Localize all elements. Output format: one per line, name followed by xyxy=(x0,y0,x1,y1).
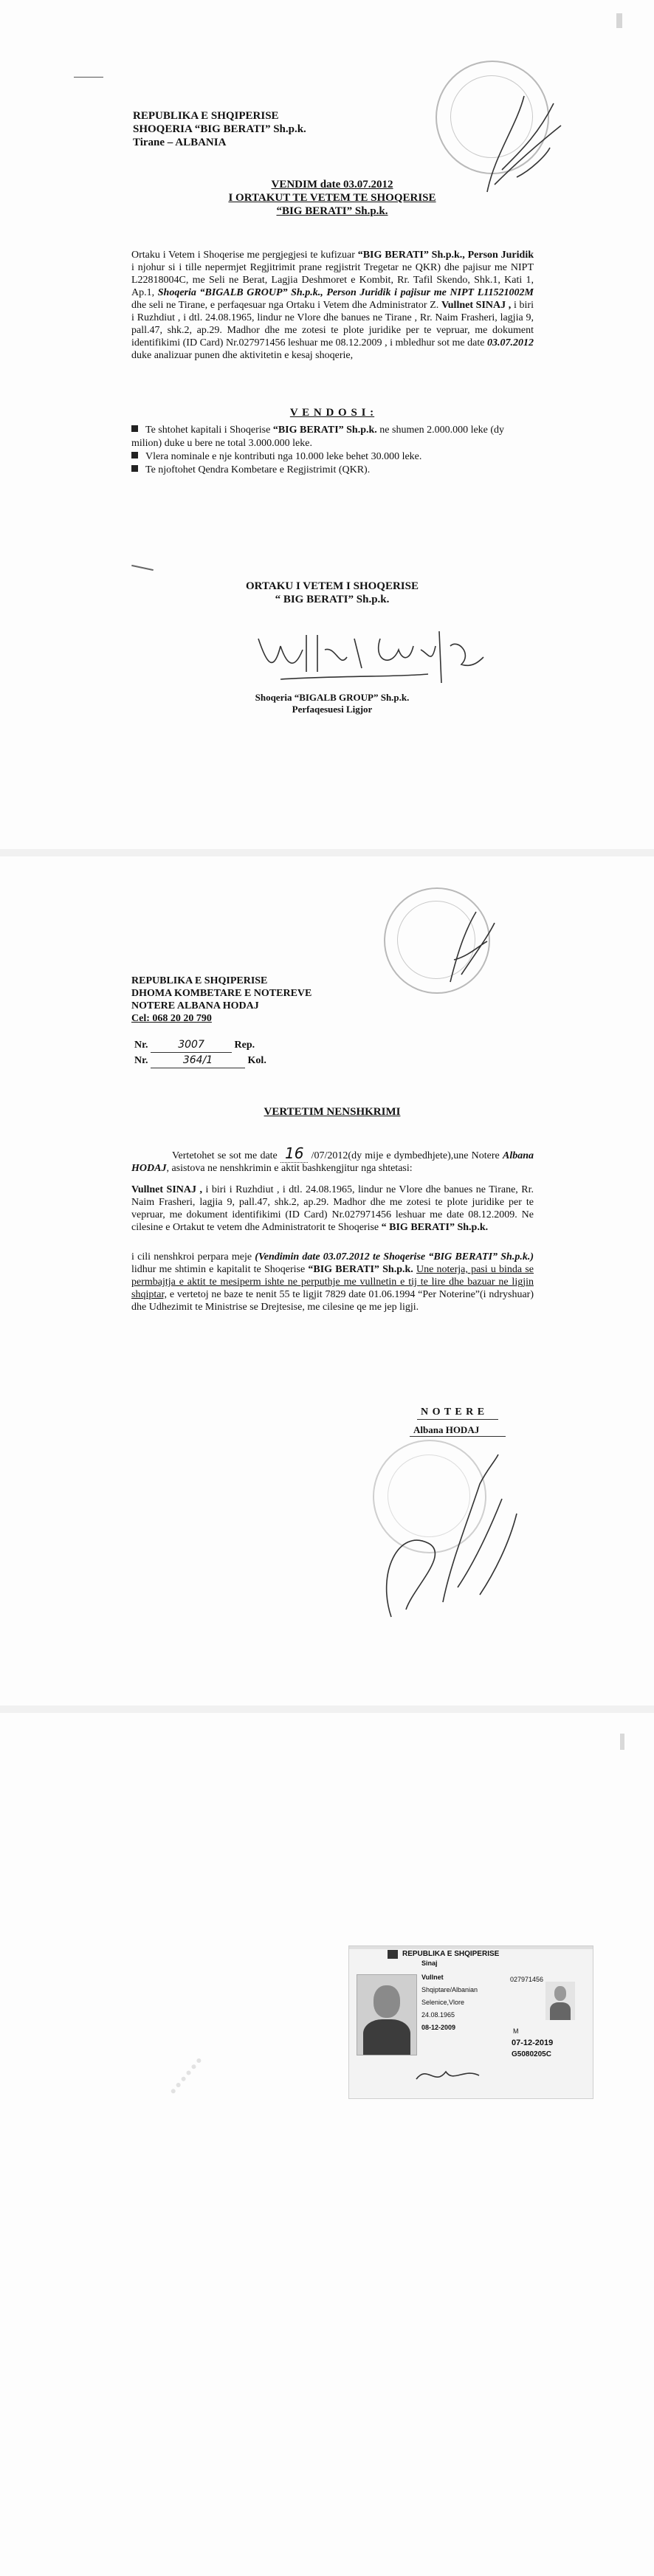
page-1 xyxy=(0,0,654,849)
letterhead-country: REPUBLIKA E SHQIPERISE xyxy=(133,110,279,122)
certification-body xyxy=(131,1251,534,1313)
bullet-icon xyxy=(131,465,138,472)
handwritten-signature xyxy=(436,901,502,997)
page-2 xyxy=(0,856,654,1706)
text-run: /07/2012(dy mije e dymbedhjete),une Notere xyxy=(308,1150,503,1161)
rep-value: 3007 xyxy=(151,1037,232,1053)
page-3 xyxy=(0,1713,654,2576)
kol-number: Nr. 364/1 Kol. xyxy=(134,1053,266,1068)
id-birthplace: Selenice,Vlore xyxy=(421,1999,465,2006)
text-run: Albana HODAJ xyxy=(131,1150,534,1174)
text-run: i njohur si i tille nepermjet Regjitrimit prane regjistrit Tregetar ne QKR) dhe pajisur me NIPT L22818004C, me Seli ne Berat, Lagjia Deshmoret e Kombit, Rr. Tafil Skendo, Shk.1, Kati 1, Ap.1, xyxy=(131,262,534,298)
letterhead-country: REPUBLIKA E SHQIPERISE xyxy=(131,975,268,986)
scan-mark xyxy=(131,565,154,571)
id-ghost-photo xyxy=(545,1982,575,2020)
notary-letterhead xyxy=(131,975,311,1025)
id-mrz: G5080205C xyxy=(512,2050,551,2058)
text-run: “ BIG BERATI” Sh.p.k. xyxy=(381,1222,489,1233)
text-run: “BIG BERATI” Sh.p.k. xyxy=(272,425,377,436)
notary-title: N O T E R E xyxy=(421,1407,486,1418)
bullet-icon xyxy=(131,425,138,432)
text-run: duke analizuar punen dhe aktivitetin e kesaj shoqerie, xyxy=(131,350,354,361)
signatory-company: “ BIG BERATI” Sh.p.k. xyxy=(275,594,390,605)
text-run: 16 xyxy=(280,1144,308,1163)
decision-paragraph xyxy=(131,249,534,362)
title-subject: I ORTAKUT TE VETEM TE SHOQERISE xyxy=(228,192,436,204)
letterhead-city: Tirane – ALBANIA xyxy=(133,137,227,148)
bullet-icon xyxy=(131,452,138,458)
id-number: 027971456 xyxy=(510,1976,544,1983)
id-card xyxy=(348,1945,593,2099)
id-right-fields xyxy=(510,1976,543,1984)
scan-mark xyxy=(616,13,622,28)
id-country: REPUBLIKA E SHQIPERISE xyxy=(402,1950,500,1958)
id-issue-date: 08-12-2009 xyxy=(421,2024,456,2031)
signatory-block xyxy=(221,580,443,606)
letterhead-phone: Cel: 068 20 20 790 xyxy=(131,1013,212,1024)
text-run: “BIG BERATI” Sh.p.k., Person Juridik xyxy=(357,250,534,261)
id-signature xyxy=(413,2057,501,2094)
decision-item xyxy=(131,464,534,477)
text-run: dhe seli ne Tirane, e perfaqesuar nga Ortaku i Vetem dhe Administrator Z. xyxy=(131,300,441,311)
text-run: e vertetoj ne baze te nenit 55 te ligjit 7829 date 01.06.1994 “Per Noterine”(i ndryshuar) dhe Udhezimit te Ministrise se Drejtesise, me cilesine qe me jep ligji. xyxy=(131,1289,534,1313)
representative-company: Shoqeria “BIGALB GROUP” Sh.p.k. xyxy=(255,692,410,703)
id-given-name: Vullnet xyxy=(421,1974,444,1981)
id-sex: M xyxy=(513,2027,519,2035)
id-surname: Sinaj xyxy=(421,1960,438,1967)
title-company: “BIG BERATI” Sh.p.k. xyxy=(276,205,388,217)
decision-list xyxy=(131,424,534,477)
certification-title: VERTETIM NENSHKRIMI xyxy=(264,1106,401,1118)
title-date: VENDIM date 03.07.2012 xyxy=(271,179,393,190)
letterhead-notary: NOTERE ALBANA HODAJ xyxy=(131,1000,259,1011)
notary-name: Albana HODAJ xyxy=(413,1424,480,1435)
representative-block xyxy=(221,692,443,715)
id-nationality: Shqiptare/Albanian xyxy=(421,1986,478,1993)
representative-role: Perfaqesuesi Ligjor xyxy=(292,704,373,715)
text-run: Shoqeria “BIGALB GROUP” Sh.p.k., Person Juridik i pajisur me NIPT L11521002M xyxy=(157,287,534,298)
text-run: “BIG BERATI” Sh.p.k. xyxy=(308,1264,413,1275)
text-run: lidhur me shtimin e kapitalit te Shoqerise xyxy=(131,1264,309,1275)
handwritten-signature xyxy=(369,1440,531,1632)
text-run: 03.07.2012 xyxy=(487,337,534,348)
letterhead-chamber: DHOMA KOMBETARE E NOTEREVE xyxy=(131,988,312,999)
rep-number: Nr. 3007 Rep. xyxy=(134,1037,266,1053)
decision-item xyxy=(131,450,534,464)
text-run: Te njoftohet Qendra Kombetare e Regjistrimit (QKR). xyxy=(145,464,371,475)
text-run: , asistova ne nenshkrimin e aktit bashkengjitur nga shtetasi: xyxy=(166,1163,413,1174)
text-run: ne shumen 2.000.000 leke (dy milion) duke u bere ne total 3.000.000 leke. xyxy=(131,425,505,449)
text-run: Vertetohet se sot me date xyxy=(172,1150,280,1161)
punch-mark xyxy=(74,77,103,78)
signer-details xyxy=(131,1184,534,1234)
certification-intro xyxy=(131,1144,534,1175)
text-run: Vlera nominale e nje kontributi nga 10.000 leke behet 30.000 leke. xyxy=(145,451,422,462)
decision-item xyxy=(131,424,534,450)
text-run: Vullnet SINAJ , xyxy=(131,1184,202,1195)
albanian-eagle-icon xyxy=(388,1950,398,1959)
letterhead xyxy=(133,109,306,149)
scan-mark xyxy=(170,2058,216,2107)
document-title xyxy=(148,178,517,218)
text-run: Une noterja, pasi u binda se permbajtja e aktit te mesiperm ishte ne perputhje me vullnetin e tij te lire dhe bazuar ne ligjin shqiptar, xyxy=(131,1264,534,1300)
text-run: Vullnet SINAJ , xyxy=(441,300,512,311)
id-fields xyxy=(421,1960,478,2032)
id-photo xyxy=(357,1974,417,2055)
signatory-title: ORTAKU I VETEM I SHOQERISE xyxy=(246,580,419,592)
text-run: (Vendimin date 03.07.2012 te Shoqerise “BIG BERATI” Sh.p.k.) xyxy=(255,1251,534,1263)
id-dob: 24.08.1965 xyxy=(421,2011,455,2019)
registry-numbers xyxy=(134,1037,266,1068)
id-expiry: 07-12-2019 xyxy=(512,2039,554,2047)
scan-mark xyxy=(620,1734,624,1750)
text-run: i biri i Ruzhdiut , i dtl. 24.08.1965, lindur ne Vlore dhe banues ne Tirane , Rr. Naim Frasheri, lagjia 9, pall.47, shk.2, ap.29. Madhor dhe me zotesi te plote juridike per te vepruar, me dokument identifikimi (ID Card) Nr.027971456 leshuar me 08.12.2009 , i mbledhur sot me date xyxy=(131,300,534,348)
text-run: Te shtohet kapitali i Shoqerise xyxy=(145,425,273,436)
kol-value: 364/1 xyxy=(151,1053,245,1068)
text-run: i cili nenshkroi perpara meje xyxy=(131,1251,255,1263)
text-run: Ortaku i Vetem i Shoqerise me pergjegjesi te kufizuar xyxy=(131,250,358,261)
letterhead-company: SHOQERIA “BIG BERATI” Sh.p.k. xyxy=(133,123,306,135)
vendosi-heading: V E N D O S I : xyxy=(289,407,375,419)
handwritten-signature xyxy=(251,616,487,690)
text-run: i biri i Ruzhdiut , i dtl. 24.08.1965, lindur ne Vlore dhe banues ne Tirane, Rr. Naim Frasheri, lagjia 9, pall.47, shk.2, ap.29. Madhor dhe me zotesi te plote juridike per te vepruar, me dokument identifikimi (ID Card) Nr.027971456 leshuar me date 08.12.2009. Ne cilesine e Ortakut te vetem dhe Administratorit te Shoqerise xyxy=(131,1184,534,1233)
